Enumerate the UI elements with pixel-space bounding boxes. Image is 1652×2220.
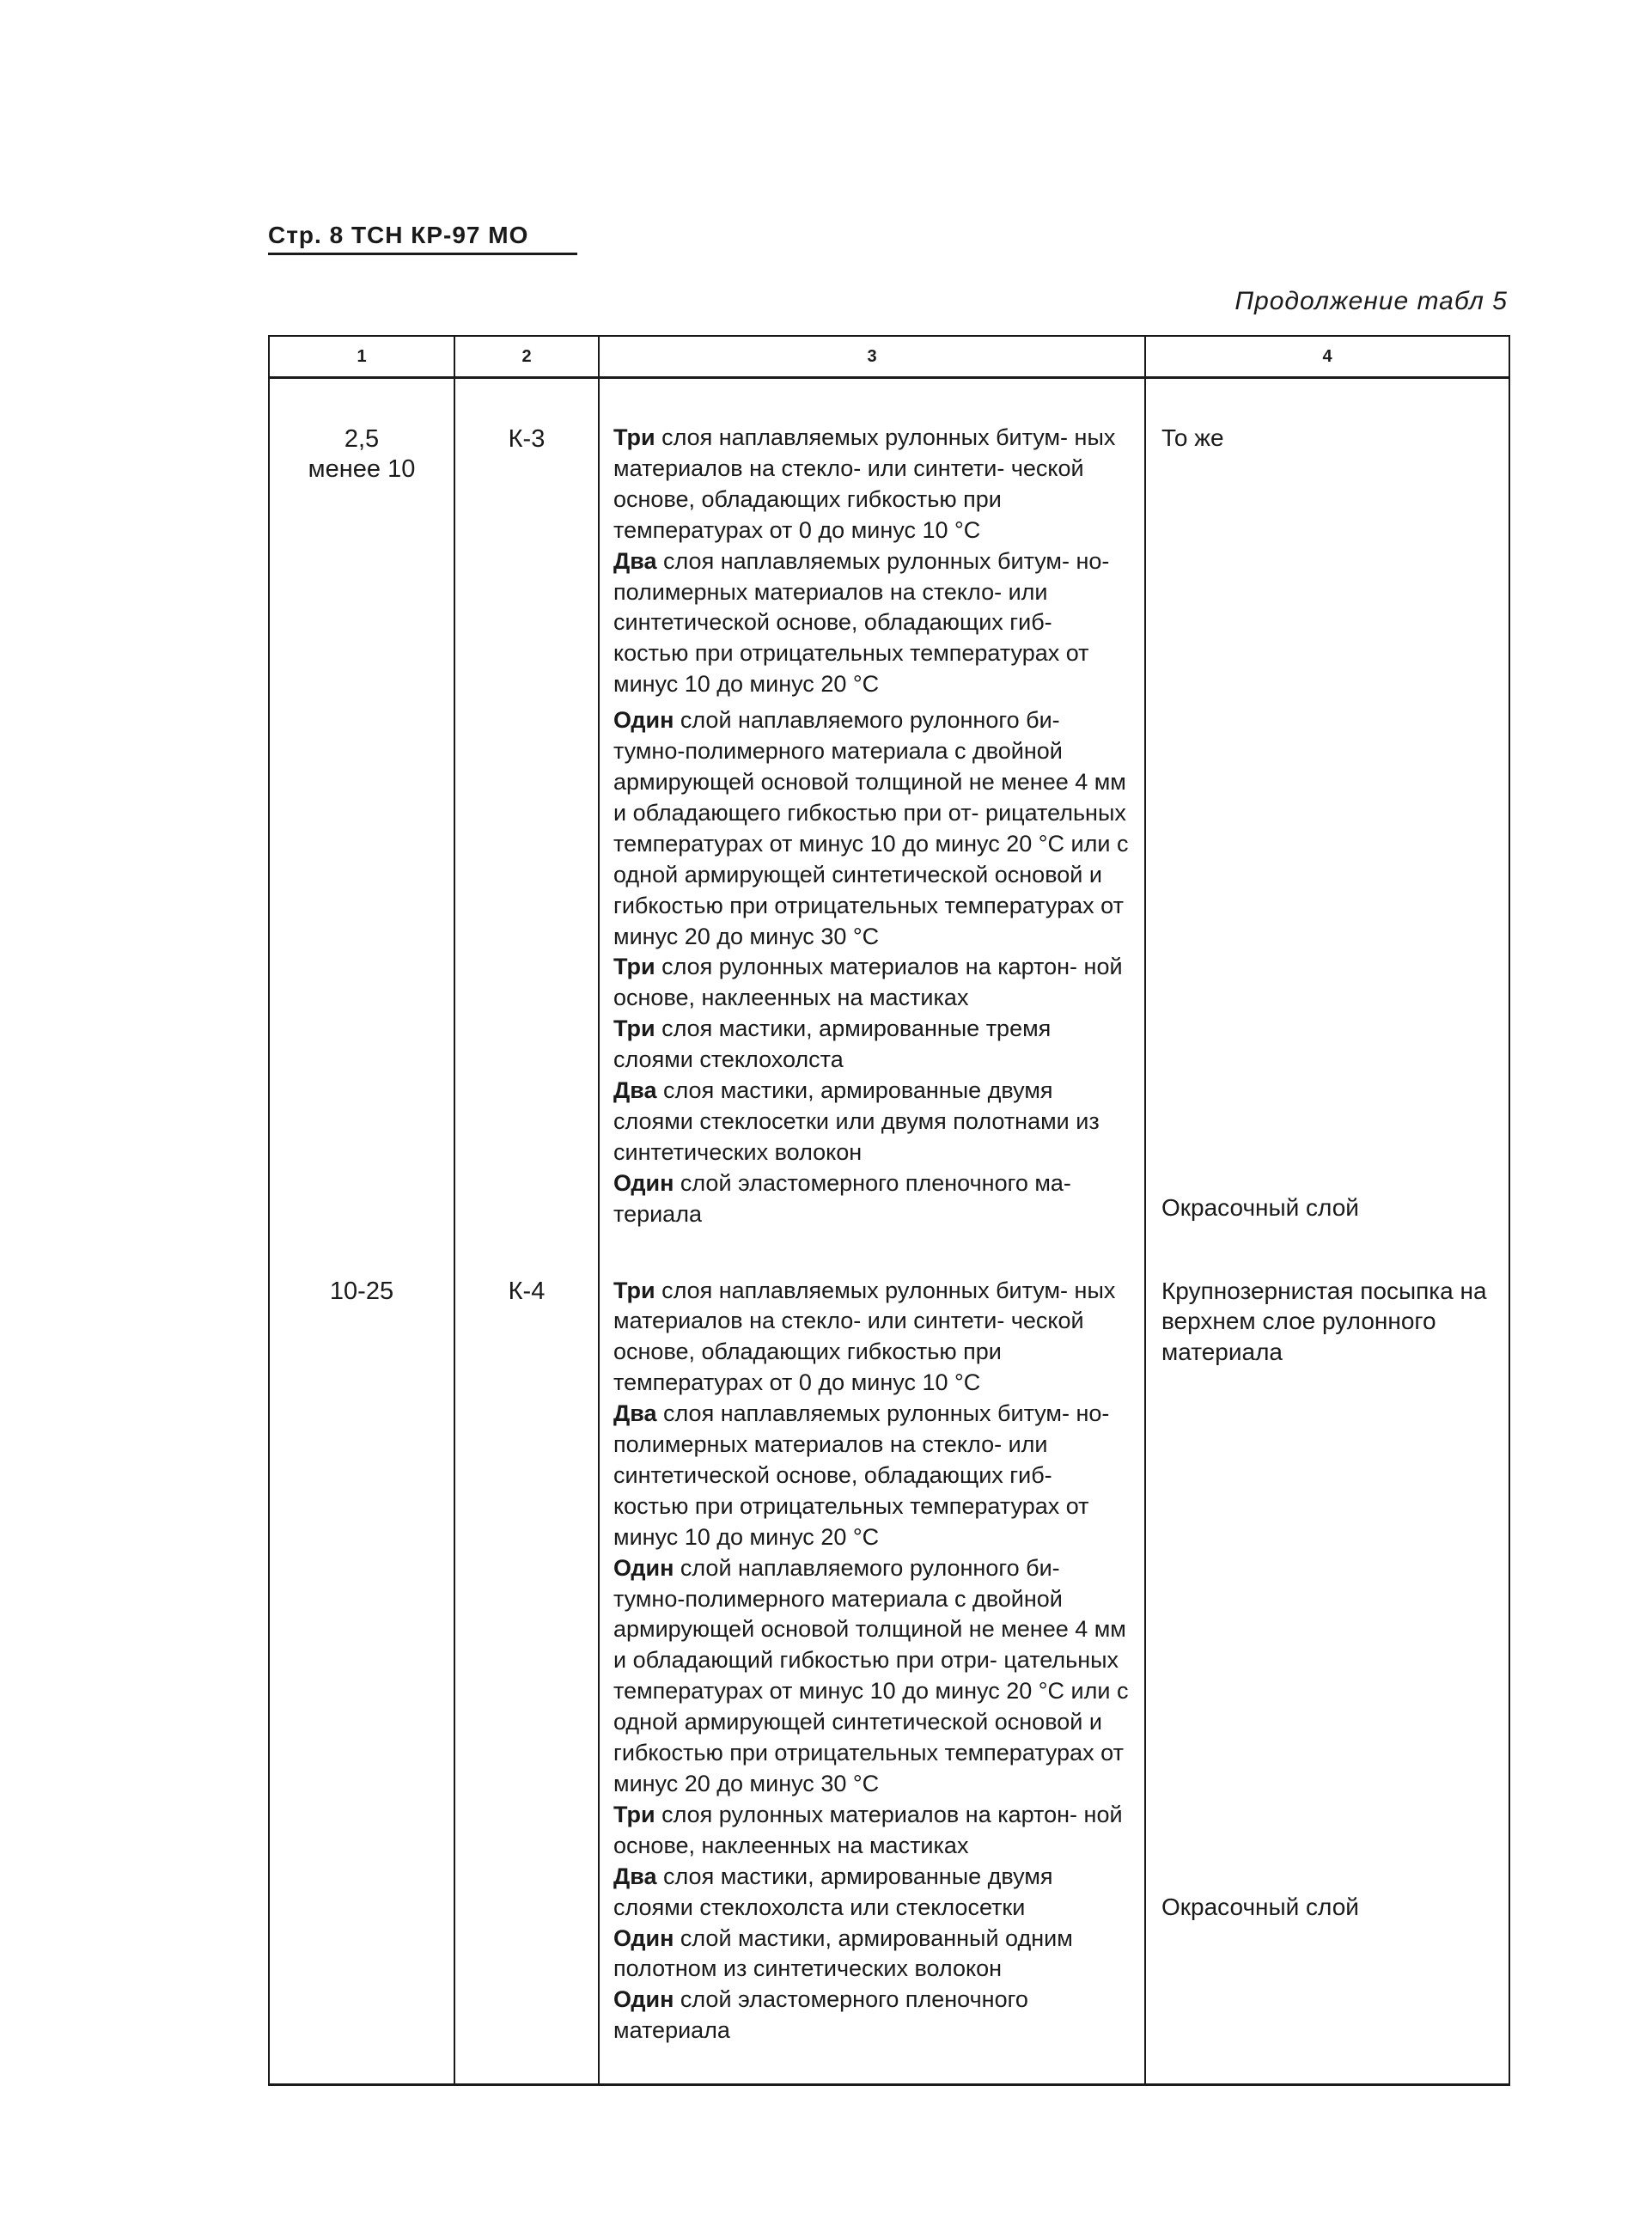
protection-layer: Крупнозернистая посыпка на верхнем слое рулонного материала: [1161, 1277, 1487, 1366]
layer-count: Два: [613, 1400, 657, 1427]
layer-description: слоя наплавляемых рулонных битум- но-полимерных материалов на стекло- или синтетической основе, обладающих гиб- костью при отрицательных температурах от минус 10 до минус 20 °С: [613, 547, 1110, 698]
layer-description: слоя наплавляемых рулонных битум- ных материалов на стекло- или синтети- ческой основе, обладающих гибкостью при температурах от 0 до минус 10 °С: [613, 1277, 1116, 1396]
layer-description: слоя рулонных материалов на картон- ной основе, наклеенных на мастиках: [613, 1801, 1123, 1858]
roof-type-code: К-3: [508, 425, 546, 453]
layer-count: Один: [613, 1924, 674, 1951]
layer-count: Два: [613, 547, 657, 574]
layer-count: Три: [613, 1801, 655, 1827]
layer-description: слоя рулонных материалов на картон- ной основе, наклеенных на мастиках: [613, 954, 1123, 1011]
layer-description: слоя мастики, армированные двумя слоями стеклохолста или стеклосетки: [613, 1863, 1053, 1920]
layer-count: Три: [613, 954, 655, 980]
layer-count: Два: [613, 1077, 657, 1104]
protection-layer: Окрасочный слой: [1161, 1894, 1359, 1921]
layer-description: слоя мастики, армированные двумя слоями стеклосетки или двумя полотнами из синтетических волокон: [613, 1077, 1100, 1165]
layer-entry: [613, 1985, 1132, 2046]
protection-cell: [1145, 1271, 1509, 2085]
layer-description: слой наплавляемого рулонного би- тумно-полимерного материала с двойной армирующей основой толщиной не менее 4 мм и обладающий гибкостью при отри- цательных температурах от минус 10 до минус 20 °С или с одной армирующей синтетической основой и гибкостью при отрицательных температурах от минус 20 до минус 30 °С: [613, 1554, 1129, 1796]
layer-count: Три: [613, 1277, 655, 1303]
table-row: [269, 378, 1509, 1271]
layer-entry: [613, 1014, 1132, 1076]
layer-count: Один: [613, 707, 674, 734]
layer-count: Три: [613, 1015, 655, 1042]
column-number: 1: [269, 336, 454, 378]
slope-value: менее 10: [308, 455, 416, 483]
slope-value: 10-25: [329, 1277, 394, 1305]
layer-count: Три: [613, 424, 655, 450]
layer-entry: [613, 1553, 1132, 1800]
protection-cell: [1145, 378, 1509, 1271]
layer-entry: [613, 1076, 1132, 1168]
layer-entry: [613, 546, 1132, 701]
layer-entry: [613, 1924, 1132, 1985]
layer-entry: [613, 952, 1132, 1014]
layer-count: Один: [613, 1986, 674, 2013]
table-row: [269, 1271, 1509, 2085]
layer-entry: [613, 705, 1132, 952]
protection-layer: Окрасочный слой: [1161, 1193, 1359, 1221]
slope-value: 2,5: [344, 425, 380, 453]
slope-cell: [269, 378, 454, 1271]
roof-type-code: К-4: [508, 1277, 546, 1305]
table-header-row: [269, 336, 1509, 378]
layer-description: слоя наплавляемых рулонных битум- но-полимерных материалов на стекло- или синтетической основе, обладающих гиб- костью при отрицательных температурах от минус 10 до минус 20 °С: [613, 1400, 1110, 1550]
layer-description: слой наплавляемого рулонного би- тумно-полимерного материала с двойной армирующей основой толщиной не менее 4 мм и обладающего гибкостью при от- рицательных температурах от минус 10 до минус 20 °С или с одной армирующей синтетической основой и гибкостью при отрицательных температурах от минус 20 до минус 30 °С: [613, 707, 1129, 949]
column-number: 3: [599, 336, 1145, 378]
layer-description: слой эластомерного пленочного материала: [613, 1986, 1028, 2044]
roof-layers-table: [268, 335, 1510, 2086]
layer-count: Два: [613, 1863, 657, 1889]
roof-type-cell: [454, 378, 599, 1271]
layer-entry: [613, 1800, 1132, 1862]
layer-entry: [613, 1862, 1132, 1924]
layer-description: слой эластомерного пленочного ма- териала: [613, 1169, 1071, 1227]
layer-description: слоя мастики, армированные тремя слоями стеклохолста: [613, 1015, 1052, 1073]
table-continuation-label: Продолжение табл 5: [1234, 287, 1508, 315]
layer-entry: [613, 1276, 1132, 1400]
slope-cell: [269, 1271, 454, 2085]
layer-entry: [613, 1168, 1132, 1230]
protection-layer: То же: [1161, 424, 1224, 451]
column-number: 4: [1145, 336, 1509, 378]
layer-description: слой мастики, армированный одним полотном из синтетических волокон: [613, 1924, 1073, 1982]
layer-count: Один: [613, 1169, 674, 1196]
layer-description: слоя наплавляемых рулонных битум- ных материалов на стекло- или синтети- ческой основе, обладающих гибкостью при температурах от 0 до минус 10 °С: [613, 424, 1116, 543]
layers-cell: [599, 378, 1145, 1271]
layer-entry: [613, 1399, 1132, 1553]
layer-entry: [613, 423, 1132, 546]
page-header: Стр. 8 ТСН КР-97 МО: [268, 222, 577, 255]
roof-type-cell: [454, 1271, 599, 2085]
layer-count: Один: [613, 1554, 674, 1581]
layers-cell: [599, 1271, 1145, 2085]
column-number: 2: [454, 336, 599, 378]
